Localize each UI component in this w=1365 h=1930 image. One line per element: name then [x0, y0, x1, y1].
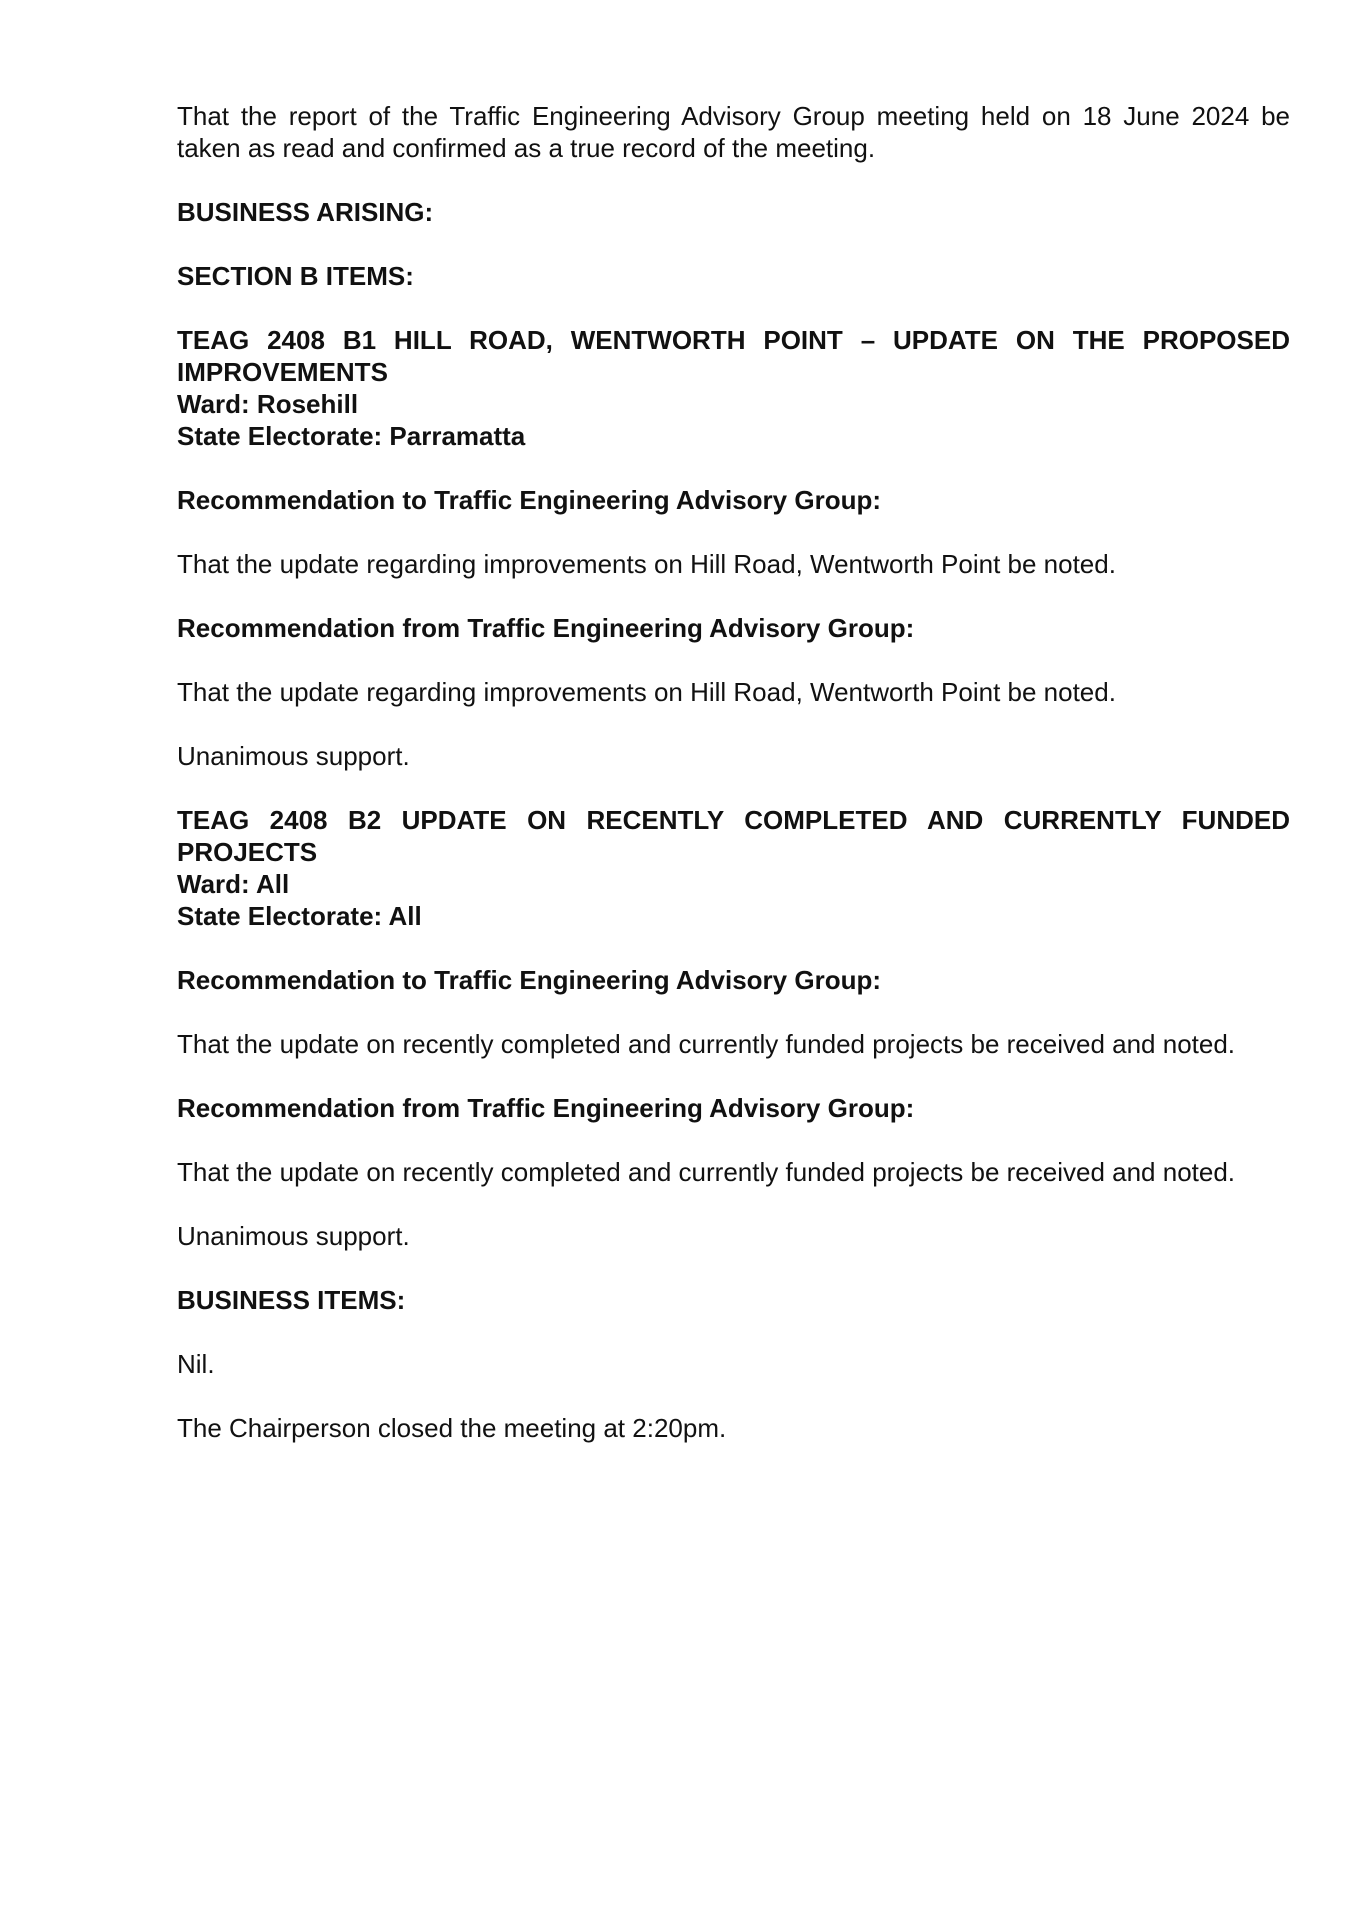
item2-support: Unanimous support.	[177, 1221, 410, 1251]
business-items-heading: BUSINESS ITEMS:	[177, 1285, 406, 1315]
document-page	[177, 100, 1290, 1444]
item1-ward: Ward: Rosehill	[177, 389, 359, 419]
intro-paragraph: That the report of the Traffic Engineering Advisory Group meeting held on 18 June 2024 be taken as read and confirmed as a true record of the meeting.	[177, 101, 1290, 163]
item2-recommendation-from-text: That the update on recently completed and currently funded projects be received and noted.	[177, 1157, 1236, 1187]
item2-recommendation-from-heading: Recommendation from Traffic Engineering Advisory Group:	[177, 1093, 915, 1123]
item2-title: TEAG 2408 B2 UPDATE ON RECENTLY COMPLETED AND CURRENTLY FUNDED PROJECTS	[177, 805, 1290, 867]
item1-recommendation-to-heading: Recommendation to Traffic Engineering Advisory Group:	[177, 485, 882, 515]
closing-text: The Chairperson closed the meeting at 2:20pm.	[177, 1413, 727, 1443]
section-b-items-heading: SECTION B ITEMS:	[177, 261, 414, 291]
item1-recommendation-from-heading: Recommendation from Traffic Engineering Advisory Group:	[177, 613, 915, 643]
item1-electorate: State Electorate: Parramatta	[177, 421, 526, 451]
item2-recommendation-to-text: That the update on recently completed and currently funded projects be received and noted.	[177, 1029, 1236, 1059]
item1-recommendation-from-text: That the update regarding improvements on Hill Road, Wentworth Point be noted.	[177, 677, 1116, 707]
item2-recommendation-to-heading: Recommendation to Traffic Engineering Advisory Group:	[177, 965, 882, 995]
nil-text: Nil.	[177, 1349, 215, 1379]
item1-support: Unanimous support.	[177, 741, 410, 771]
item2-ward: Ward: All	[177, 869, 290, 899]
item1-title: TEAG 2408 B1 HILL ROAD, WENTWORTH POINT – UPDATE ON THE PROPOSED IMPROVEMENTS	[177, 325, 1290, 387]
business-arising-heading: BUSINESS ARISING:	[177, 197, 434, 227]
item1-recommendation-to-text: That the update regarding improvements on Hill Road, Wentworth Point be noted.	[177, 549, 1116, 579]
item2-electorate: State Electorate: All	[177, 901, 422, 931]
